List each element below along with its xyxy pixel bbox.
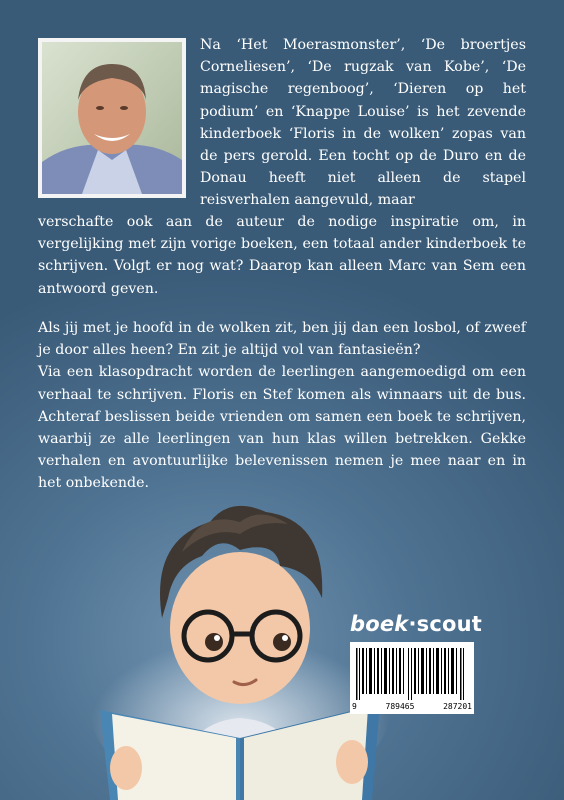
- isbn-number: [352, 702, 472, 711]
- isbn-group-2: 287201: [443, 702, 472, 711]
- blurb-paragraph-1: Als jij met je hoofd in de wolken zit, ben jij dan een losbol, of zweef je door alles heen? En zit je altijd vol van fantasieën?: [38, 320, 526, 359]
- blurb-paragraph-2: Via een klasopdracht worden de leerlingen aangemoedigd om een verhaal te schrijven. Floris en Stef komen als winnaars uit de bus. Achteraf beslissen beide vrienden om samen een boek te schrijven, waarbij ze alle leerlingen van hun klas willen betrekken. Gekke verhalen en avontuurlijke belevenissen nemen je mee naar en in het onbekende.: [38, 364, 526, 492]
- author-intro-bottom: verschafte ook aan de auteur de nodige inspiratie om, in vergelijking met zijn vorige boeken, een totaal ander kinderboek te schrijven. Volgt er nog wat? Daarop kan alleen Marc van Sem een antwoord geven.: [38, 214, 526, 297]
- publisher-logo-part1: boek: [350, 612, 409, 636]
- isbn-barcode: [350, 642, 474, 714]
- publisher-logo: [350, 612, 483, 636]
- barcode-bars: [356, 648, 468, 700]
- publisher-logo-part2: scout: [416, 612, 483, 636]
- isbn-group-1: 789465: [385, 702, 415, 711]
- author-intro-top: Na ‘Het Moerasmonster’, ‘De broertjes Corneliesen’, ‘De rugzak van Kobe’, ‘De magische regenboog’, ‘Dieren op het podium’ en ‘Knappe Louise’ is het zevende kinderboek ‘Floris in de wolken’ zopas van de pers gerold. Een tocht op de Duro en de Donau heeft niet alleen de stapel reisverhalen aangevuld, maar: [200, 37, 526, 209]
- book-blurb: [38, 317, 526, 495]
- publisher-logo-dot: ·: [408, 612, 417, 636]
- author-photo: [38, 38, 186, 198]
- isbn-digit: 9: [352, 702, 357, 711]
